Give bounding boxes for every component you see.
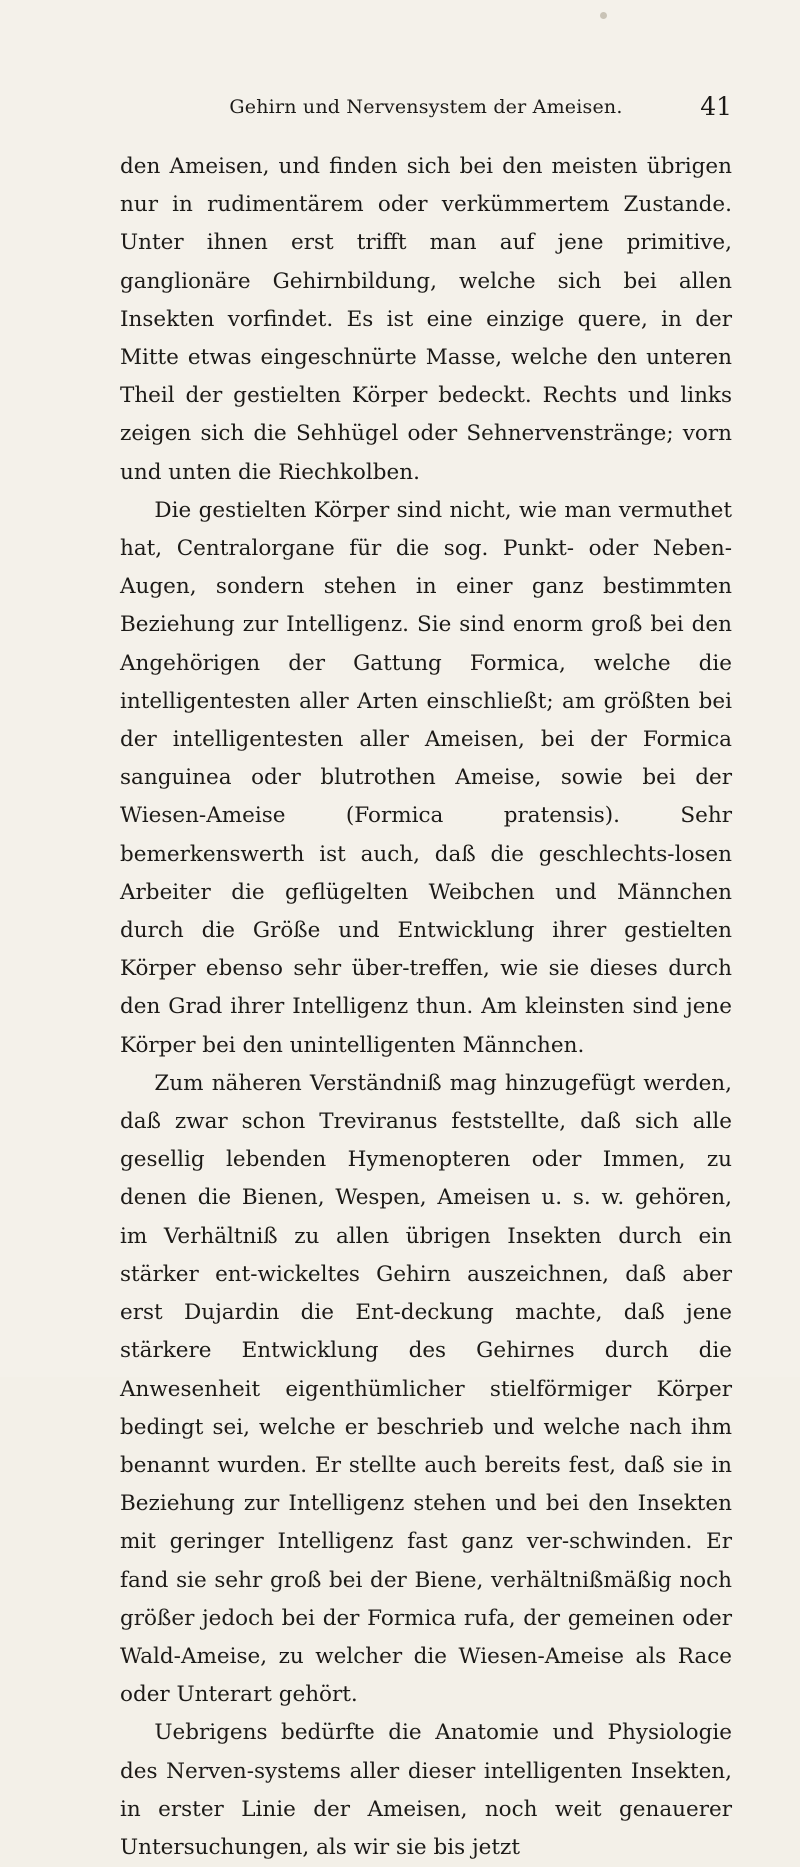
- paragraph-4: Uebrigens bedürfte die Anatomie und Physiologie des Nerven-systems aller dieser intelligenten Insekten, in erster Linie der Ameisen, noch weit genauerer Untersuchungen, als wir sie bis jetzt: [120, 1720, 732, 1860]
- page-number: 41: [700, 92, 732, 121]
- paper-stain: [600, 12, 607, 19]
- paragraph-1: den Ameisen, und finden sich bei den meisten übrigen nur in rudimentärem oder verkümmertem Zustande. Unter ihnen erst trifft man auf jene primitive, ganglionäre Gehirnbildung, welche sich bei allen Insekten vorfindet. Es ist eine einzige quere, in der Mitte etwas eingeschnürte Masse, welche den unteren Theil der gestielten Körper bedeckt. Rechts und links zeigen sich die Sehhügel oder Sehnervenstränge; vorn und unten die Riechkolben.: [120, 154, 732, 485]
- body-text: [120, 148, 732, 1867]
- paragraph-3: Zum näheren Verständniß mag hinzugefügt werden, daß zwar schon Treviranus feststellte, daß sich alle gesellig lebenden Hymenopteren oder Immen, zu denen die Bienen, Wespen, Ameisen u. s. w. gehören, im Verhältniß zu allen übrigen Insekten durch ein stärker ent-wickeltes Gehirn auszeichnen, daß aber erst Dujardin die Ent-deckung machte, daß jene stärkere Entwicklung des Gehirnes durch die Anwesenheit eigenthümlicher stielförmiger Körper bedingt sei, welche er beschrieb und welche nach ihm benannt wurden. Er stellte auch bereits fest, daß sie in Beziehung zur Intelligenz stehen und bei den Insekten mit geringer Intelligenz fast ganz ver-schwinden. Er fand sie sehr groß bei der Biene, verhältnißmäßig noch größer jedoch bei der Formica rufa, der gemeinen oder Wald-Ameise, zu welcher die Wiesen-Ameise als Race oder Unterart gehört.: [120, 1070, 732, 1708]
- page-header: [120, 92, 732, 126]
- paragraph-2: Die gestielten Körper sind nicht, wie man vermuthet hat, Centralorgane für die sog. Punkt- oder Neben-Augen, sondern stehen in einer ganz bestimmten Beziehung zur Intelligenz. Sie sind enorm groß bei den Angehörigen der Gattung Formica, welche die intelligentesten aller Arten einschließt; am größten bei der intelligentesten aller Ameisen, bei der Formica sanguinea oder blutrothen Ameise, sowie bei der Wiesen-Ameise (Formica pratensis). Sehr bemerkenswerth ist auch, daß die geschlechts-losen Arbeiter die geflügelten Weibchen und Männchen durch die Größe und Entwicklung ihrer gestielten Körper ebenso sehr über-treffen, wie sie dieses durch den Grad ihrer Intelligenz thun. Am kleinsten sind jene Körper bei den unintelligenten Männchen.: [120, 497, 732, 1058]
- running-title: Gehirn und Nervensystem der Ameisen.: [229, 96, 623, 118]
